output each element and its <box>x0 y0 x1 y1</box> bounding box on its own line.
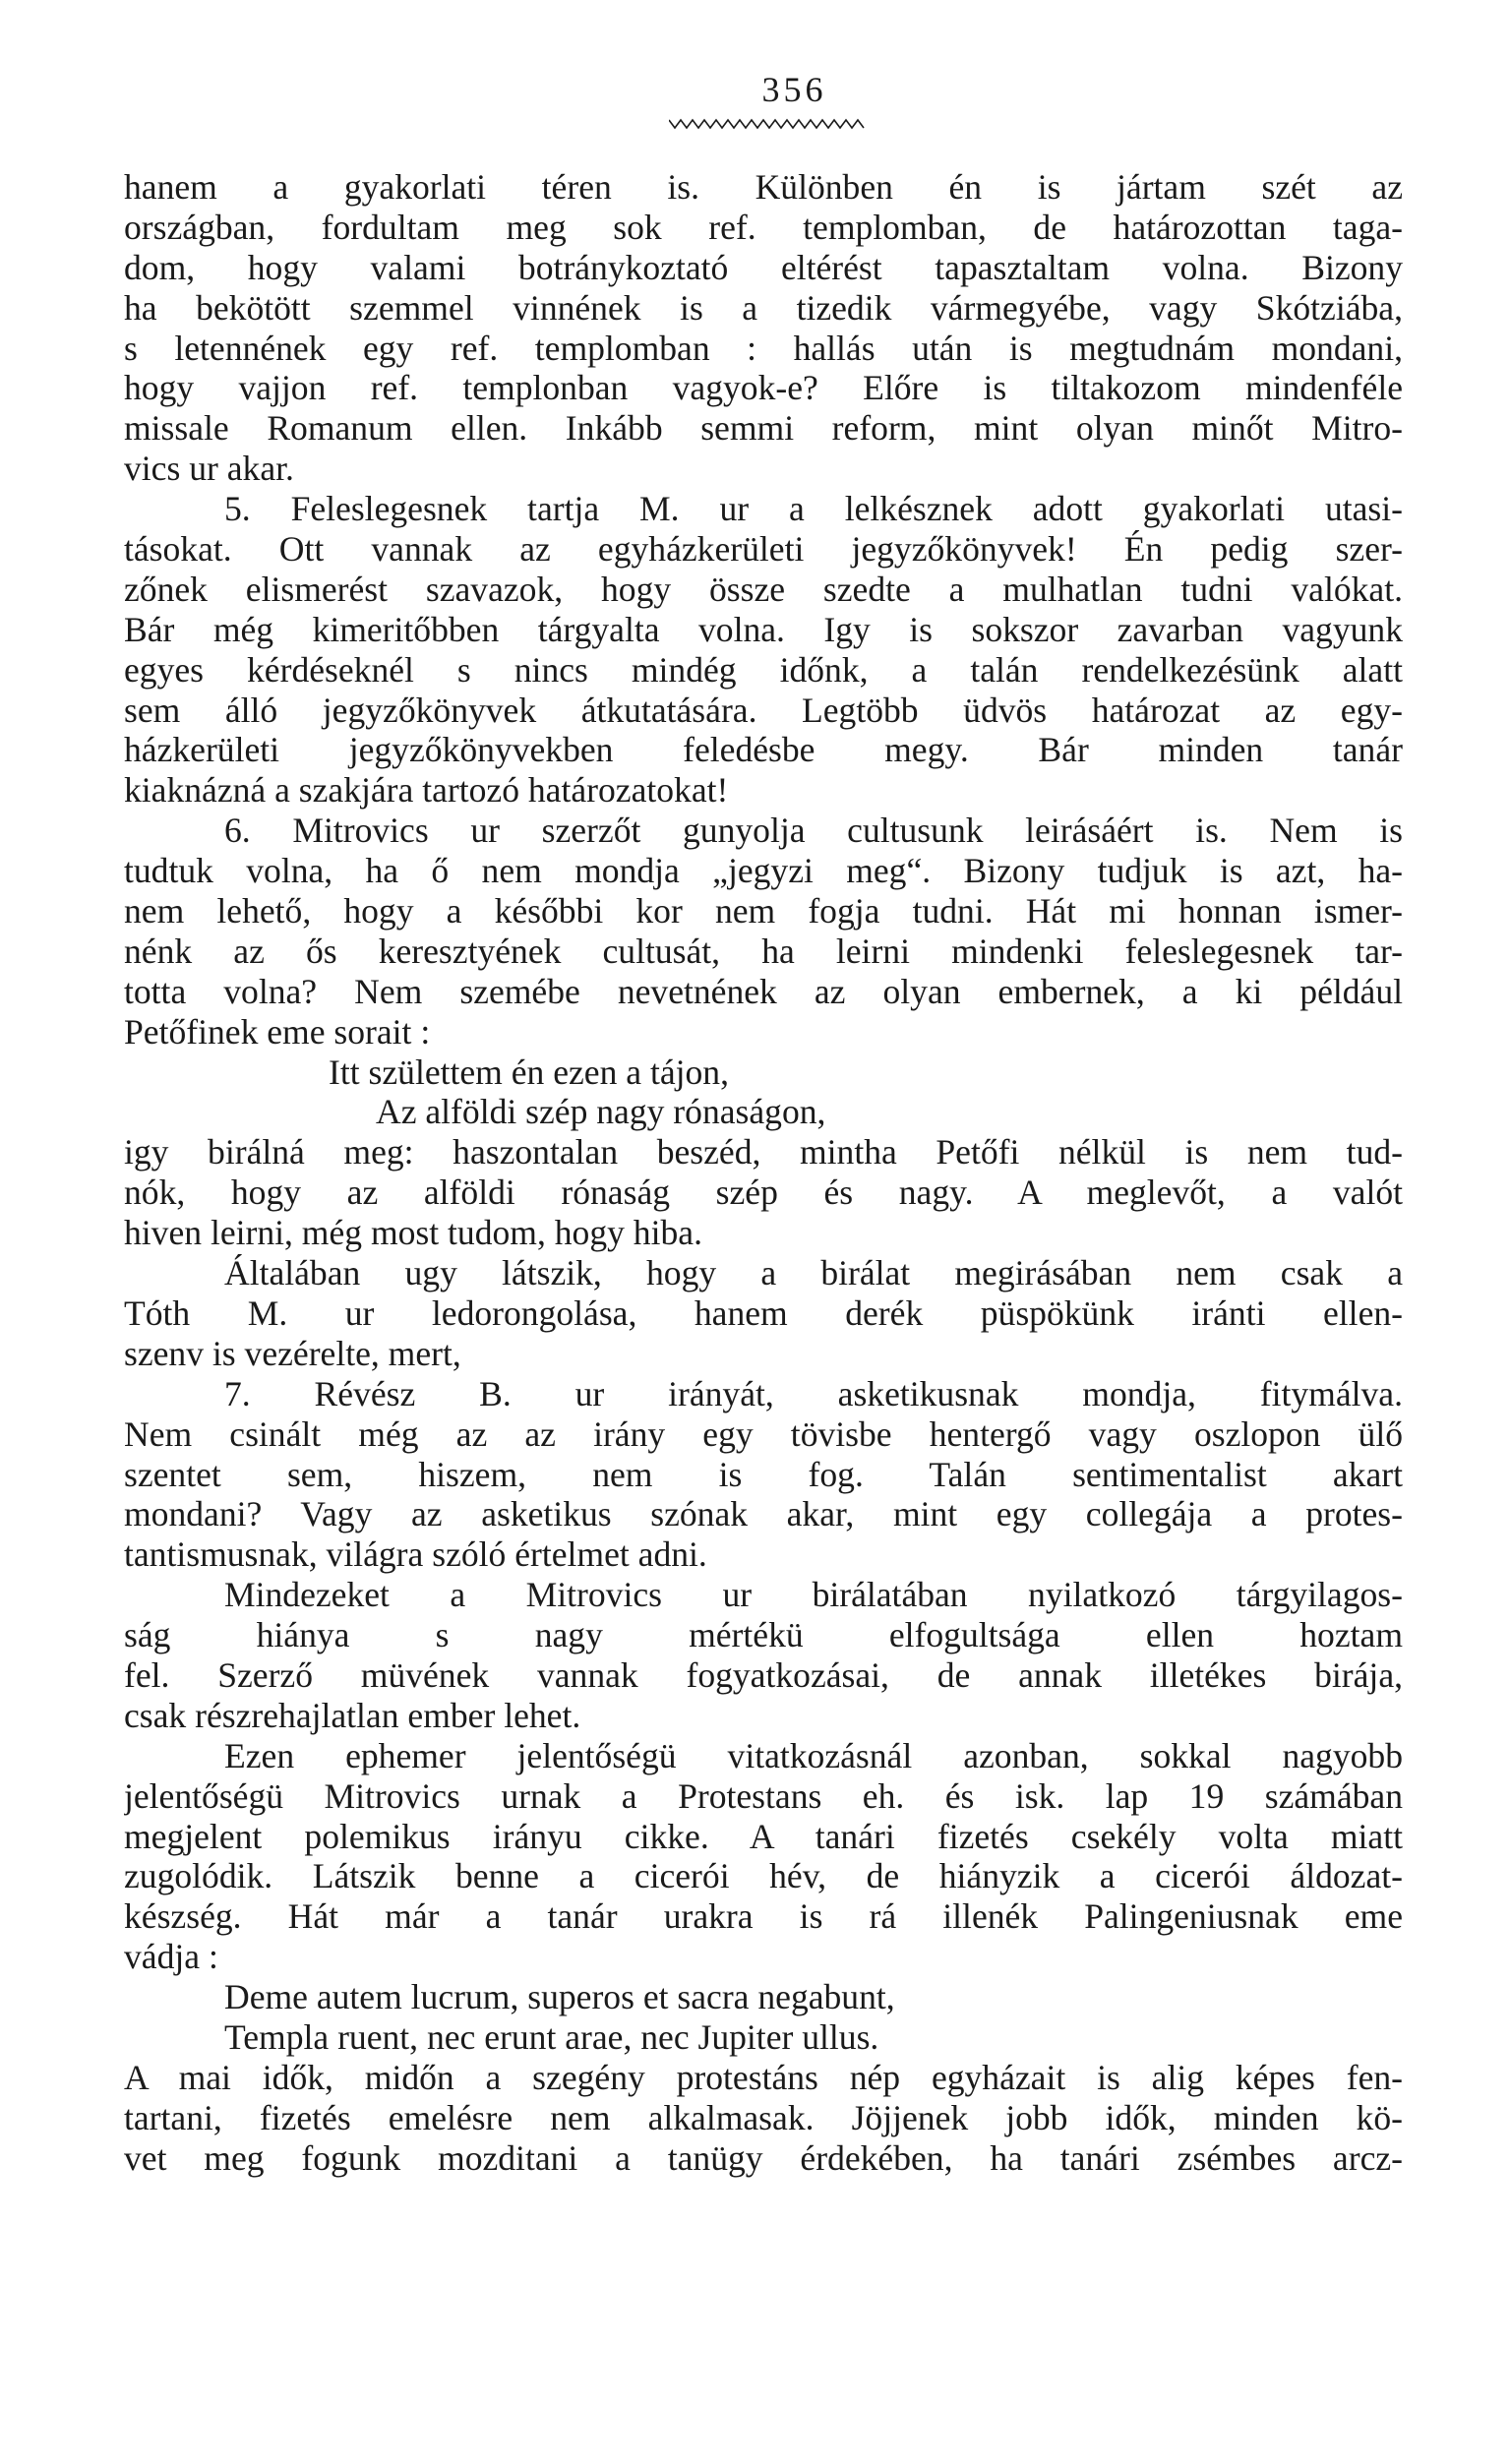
paragraph-start-line: Általában ugy látszik, hogy a birálat megirásában nem csak a <box>224 1253 1403 1293</box>
text-line: csak részrehajlatlan ember lehet. <box>124 1695 581 1735</box>
poem-line: Az alföldi szép nagy rónaságon, <box>376 1092 826 1132</box>
text-line: tásokat. Ott vannak az egyházkerületi jegyzőkönyvek! Én pedig szer- <box>124 529 1403 570</box>
text-line: ha bekötött szemmel vinnének is a tizedik vármegyébe, vagy Skótziába, <box>124 287 1403 328</box>
text-line: tudtuk volna, ha ő nem mondja „jegyzi meg“. Bizony tudjuk is azt, ha- <box>124 851 1403 891</box>
text-line: fel. Szerző müvének vannak fogyatkozásai, de annak illetékes birája, <box>124 1654 1403 1695</box>
text-line: sem álló jegyzőkönyvek átkutatására. Legtöbb üdvös határozat az egy- <box>124 690 1403 730</box>
text-line: zugolódik. Látszik benne a cicerói hév, de hiányzik a cicerói áldozat- <box>124 1856 1403 1896</box>
text-line: szenv is vezérelte, mert, <box>124 1333 461 1373</box>
text-line: nem lehető, hogy a későbbi kor nem fogja tudni. Hát mi honnan ismer- <box>124 891 1403 932</box>
text-line: szentet sem, hiszem, nem is fog. Talán sentimentalist akart <box>124 1454 1403 1494</box>
text-line: kiaknázná a szakjára tartozó határozatokat! <box>124 770 729 811</box>
text-line: dom, hogy valami botránykoztató eltérést tapasztaltam volna. Bizony <box>124 247 1403 287</box>
text-line: országban, fordultam meg sok ref. templomban, de határozottan taga- <box>124 207 1403 247</box>
text-line: nók, hogy az alföldi rónaság szép és nagy. A meglevőt, a valót <box>124 1172 1403 1213</box>
text-line: tartani, fizetés emelésre nem alkalmasak. Jöjjenek jobb idők, minden kö- <box>124 2097 1403 2137</box>
text-line: hiven leirni, még most tudom, hogy hiba. <box>124 1213 702 1253</box>
text-line: Bár még kimeritőbben tárgyalta volna. Igy is sokszor zavarban vagyunk <box>124 609 1403 649</box>
text-line: házkerületi jegyzőkönyvekben feledésbe megy. Bár minden tanár <box>124 730 1403 770</box>
text-line: egyes kérdéseknél s nincs mindég időnk, a talán rendelkezésünk alatt <box>124 649 1403 690</box>
poem-line: Itt születtem én ezen a tájon, <box>329 1052 729 1092</box>
paragraph-start-line: 6. Mitrovics ur szerzőt gunyolja cultusunk leirásáért is. Nem is <box>224 811 1403 851</box>
text-line: megjelent polemikus irányu cikke. A tanári fizetés csekély volta miatt <box>124 1816 1403 1856</box>
text-line: vics ur akar. <box>124 449 294 489</box>
ornament-divider <box>669 116 866 130</box>
paragraph-start-line: Ezen ephemer jelentőségü vitatkozásnál azonban, sokkal nagyobb <box>224 1735 1403 1775</box>
text-line: hanem a gyakorlati téren is. Különben én is jártam szét az <box>124 167 1403 207</box>
poem-line: Templa ruent, nec erunt arae, nec Jupiter ullus. <box>224 2016 879 2057</box>
text-line: vet meg fogunk mozditani a tanügy érdekében, ha tanári zsémbes arcz- <box>124 2137 1403 2178</box>
text-line: vádja : <box>124 1937 218 1977</box>
text-line: jelentőségü Mitrovics urnak a Protestans eh. és isk. lap 19 számában <box>124 1775 1403 1816</box>
paragraph-start-line: 5. Feleslegesnek tartja M. ur a lelkésznek adott gyakorlati utasi- <box>224 489 1403 529</box>
text-line: hogy vajjon ref. templonban vagyok-e? Előre is tiltakozom mindenféle <box>124 368 1403 408</box>
text-line: tantismusnak, világra szóló értelmet adni. <box>124 1534 707 1575</box>
text-line: missale Romanum ellen. Inkább semmi reform, mint olyan minőt Mitro- <box>124 408 1403 449</box>
paragraph-start-line: 7. Révész B. ur irányát, asketikusnak mondja, fitymálva. <box>224 1373 1403 1413</box>
poem-line: Deme autem lucrum, superos et sacra negabunt, <box>224 1977 895 2017</box>
body-text <box>124 167 1403 2179</box>
text-line: s letennének egy ref. templomban : hallás után is megtudnám mondani, <box>124 328 1403 368</box>
page-number: 356 <box>761 70 827 109</box>
text-line: A mai idők, midőn a szegény protestáns nép egyházait is alig képes fen- <box>124 2057 1403 2097</box>
text-line: ság hiánya s nagy mértékü elfogultsága ellen hoztam <box>124 1615 1403 1655</box>
text-line: készség. Hát már a tanár urakra is rá illenék Palingeniusnak eme <box>124 1896 1403 1937</box>
text-line: Petőfinek eme sorait : <box>124 1011 431 1052</box>
text-line: Tóth M. ur ledorongolása, hanem derék püspökünk iránti ellen- <box>124 1292 1403 1333</box>
paragraph-start-line: Mindezeket a Mitrovics ur birálatában nyilatkozó tárgyilagos- <box>224 1575 1403 1615</box>
text-line: zőnek elismerést szavazok, hogy össze szedte a mulhatlan tudni valókat. <box>124 569 1403 609</box>
text-line: nénk az ős keresztyének cultusát, ha leirni mindenki feleslegesnek tar- <box>124 931 1403 971</box>
text-line: Nem csinált még az az irány egy tövisbe hentergő vagy oszlopon ülő <box>124 1413 1403 1454</box>
text-line: mondani? Vagy az asketikus szónak akar, mint egy collegája a protes- <box>124 1494 1403 1534</box>
text-line: igy birálná meg: haszontalan beszéd, mintha Petőfi nélkül is nem tud- <box>124 1132 1403 1172</box>
text-line: totta volna? Nem szemébe nevetnének az olyan embernek, a ki például <box>124 971 1403 1011</box>
